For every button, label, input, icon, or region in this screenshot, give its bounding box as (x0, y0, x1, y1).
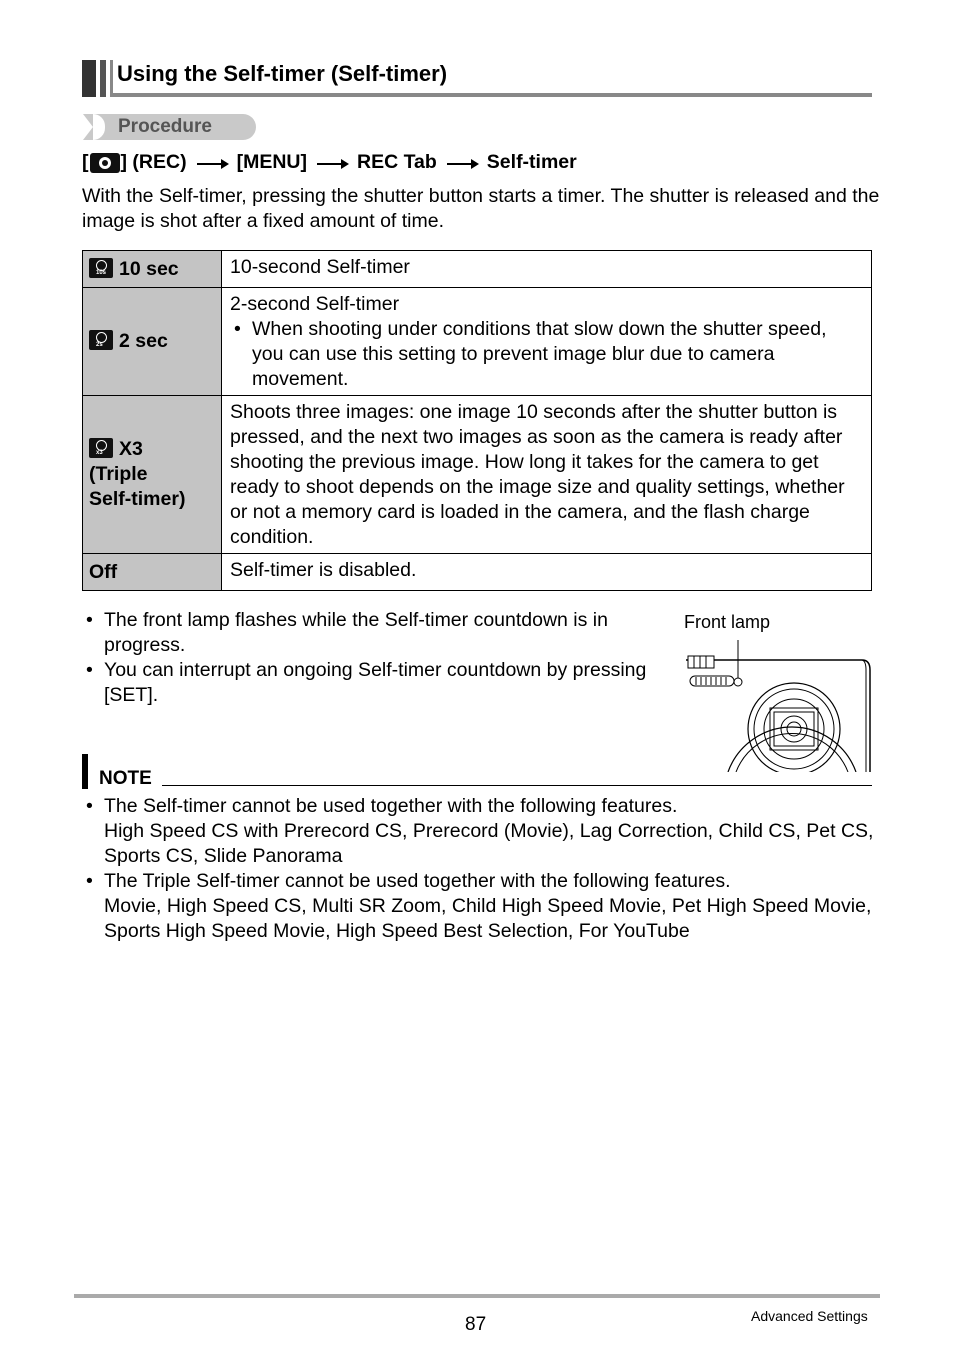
timer-2s-icon: 2s (89, 330, 113, 350)
option-label: 2s 2 sec (83, 288, 222, 396)
option-description: 10-second Self-timer (222, 251, 872, 288)
table-row (83, 396, 872, 554)
list-item: • The Triple Self-timer cannot be used together with the following features. Movie, High Speed CS, Multi SR Zoom, Child High Speed Movie, Pet High Speed Movie, Sports High Speed Movie, High Speed Best Selection, For YouTube (82, 869, 882, 944)
camera-front-illustration (684, 638, 874, 772)
note-list (82, 794, 882, 944)
option-description: Self-timer is disabled. (222, 554, 872, 591)
option-label: 10s 10 sec (83, 251, 222, 288)
arrow-right-icon (447, 163, 477, 165)
front-lamp-notes (82, 608, 662, 708)
menu-path-rec-tab: REC Tab (356, 151, 437, 173)
menu-path-open-bracket: [ (82, 151, 89, 173)
table-row (83, 251, 872, 288)
heading-bar-mid (100, 60, 106, 97)
menu-path-rec: ] (REC) (120, 151, 187, 173)
page-number: 87 (465, 1314, 487, 1335)
list-item: • The Self-timer cannot be used together with the following features. High Speed CS with Prerecord CS, Prerecord (Movie), Lag Correction, Child CS, Pet CS, Sports CS, Slide Panorama (82, 794, 882, 869)
option-description: 2-second Self-timer • When shooting under conditions that slow down the shutter speed, you can use this setting to prevent image blur due to camera movement. (222, 288, 872, 396)
list-item: • You can interrupt an ongoing Self-timer countdown by pressing [SET]. (82, 658, 662, 708)
option-label: Off (83, 554, 222, 591)
procedure-badge-notch (83, 114, 93, 140)
table-row (83, 554, 872, 591)
procedure-label: Procedure (118, 116, 212, 137)
page-title: Using the Self-timer (Self-timer) (117, 61, 448, 86)
footer-section: Advanced Settings (751, 1308, 868, 1324)
note-rule (162, 785, 872, 786)
timer-10s-icon: 10s (89, 258, 113, 278)
list-item: • When shooting under conditions that slow down the shutter speed, you can use this setting to prevent image blur due to camera movement. (230, 317, 863, 392)
menu-path (82, 151, 577, 174)
option-description: Shoots three images: one image 10 seconds after the shutter button is pressed, and the next two images as soon as the camera is ready after shooting the previous image. How long it takes for the camera to get ready to shoot depends on the image size and quality settings, whether or not a memory card is loaded in the camera, and the flash charge condition. (222, 396, 872, 554)
options-table (82, 250, 872, 591)
arrow-right-icon (317, 163, 347, 165)
note-title: NOTE (99, 768, 152, 789)
arrow-right-icon (197, 163, 227, 165)
heading-bar-light (110, 60, 113, 97)
heading-rule (110, 93, 872, 97)
table-row (83, 288, 872, 396)
option-label: x3 X3 (Triple Self-timer) (83, 396, 222, 554)
intro-paragraph: With the Self-timer, pressing the shutter button starts a timer. The shutter is released and the image is shot after a fixed amount of time. (82, 185, 880, 232)
timer-x3-icon: x3 (89, 438, 113, 458)
menu-path-menu: [MENU] (236, 151, 307, 173)
footer-rule (74, 1294, 880, 1298)
menu-path-self-timer: Self-timer (486, 151, 577, 173)
front-lamp-label: Front lamp (684, 612, 771, 632)
heading-bar-dark (82, 60, 96, 97)
camera-icon (90, 153, 120, 173)
list-item: • The front lamp flashes while the Self-timer countdown is in progress. (82, 608, 662, 658)
note-bar (82, 754, 88, 789)
